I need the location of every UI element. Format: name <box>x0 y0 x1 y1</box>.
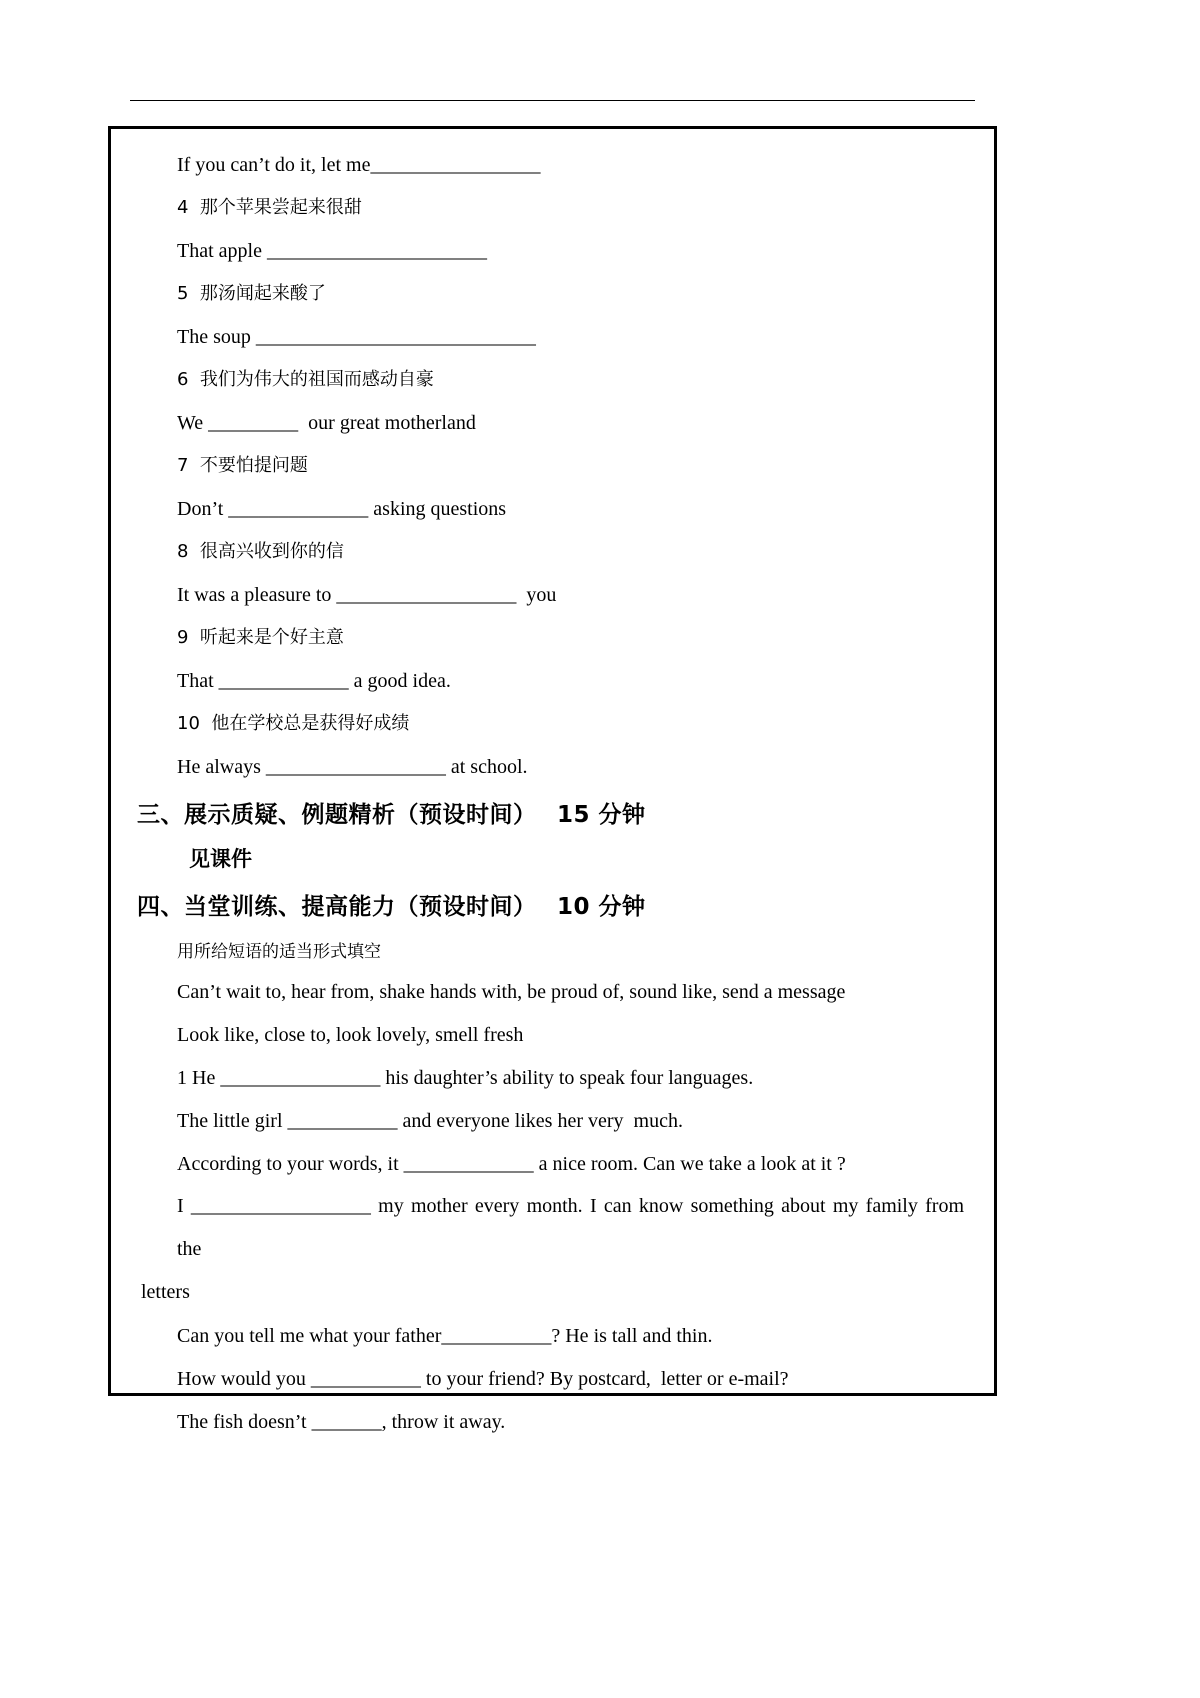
exercise-line: Don’t ______________ asking questions <box>177 497 507 520</box>
content-box-inner <box>111 129 994 1443</box>
exercise-line: If you can’t do it, let me_________________ <box>177 153 541 176</box>
fill-blank-item-justified: I __________________ my mother every month. I can know something about my family from the <box>177 1195 964 1260</box>
word-bank-line-2: Look like, close to, look lovely, smell fresh <box>177 1023 524 1046</box>
section-heading-three: 三、展示质疑、例题精析（预设时间） 15 分钟 <box>137 801 646 828</box>
exercise-line: We _________ our great motherland <box>177 411 476 434</box>
exercise-instruction: 用所给短语的适当形式填空 <box>177 941 381 962</box>
exercise-line: The soup ____________________________ <box>177 325 536 348</box>
content-box <box>108 126 997 1433</box>
exercise-line: 10 他在学校总是获得好成绩 <box>177 712 410 734</box>
fill-blank-item: The fish doesn’t _______, throw it away. <box>177 1410 506 1433</box>
header-divider <box>130 100 975 101</box>
fill-blank-item: According to your words, it _____________ a nice room. Can we take a look at it ? <box>177 1152 846 1175</box>
section-three-note: 见课件 <box>189 847 252 871</box>
fill-blank-item: The little girl ___________ and everyone likes her very much. <box>177 1109 683 1132</box>
fill-blank-item: 1 He ________________ his daughter’s ability to speak four languages. <box>177 1066 754 1089</box>
exercise-line: That apple ______________________ <box>177 239 487 262</box>
exercise-line: 7 不要怕提问题 <box>177 454 308 476</box>
exercise-line: It was a pleasure to __________________ you <box>177 583 557 606</box>
fill-blank-item-continuation: letters <box>141 1281 190 1303</box>
exercise-line: 8 很高兴收到你的信 <box>177 540 344 562</box>
exercise-line: 6 我们为伟大的祖国而感动自豪 <box>177 368 434 390</box>
fill-blank-item: How would you ___________ to your friend? By postcard, letter or e-mail? <box>177 1367 789 1390</box>
exercise-line: 4 那个苹果尝起来很甜 <box>177 196 362 218</box>
fill-blank-item: Can you tell me what your father___________? He is tall and thin. <box>177 1324 713 1347</box>
exercise-line: He always __________________ at school. <box>177 755 528 778</box>
exercise-line: 9 听起来是个好主意 <box>177 626 344 648</box>
exercise-line: That _____________ a good idea. <box>177 669 451 692</box>
word-bank-line-1: Can’t wait to, hear from, shake hands with, be proud of, sound like, send a message <box>177 980 846 1003</box>
section-heading-four: 四、当堂训练、提高能力（预设时间） 10 分钟 <box>137 893 646 920</box>
exercise-line: 5 那汤闻起来酸了 <box>177 282 326 304</box>
